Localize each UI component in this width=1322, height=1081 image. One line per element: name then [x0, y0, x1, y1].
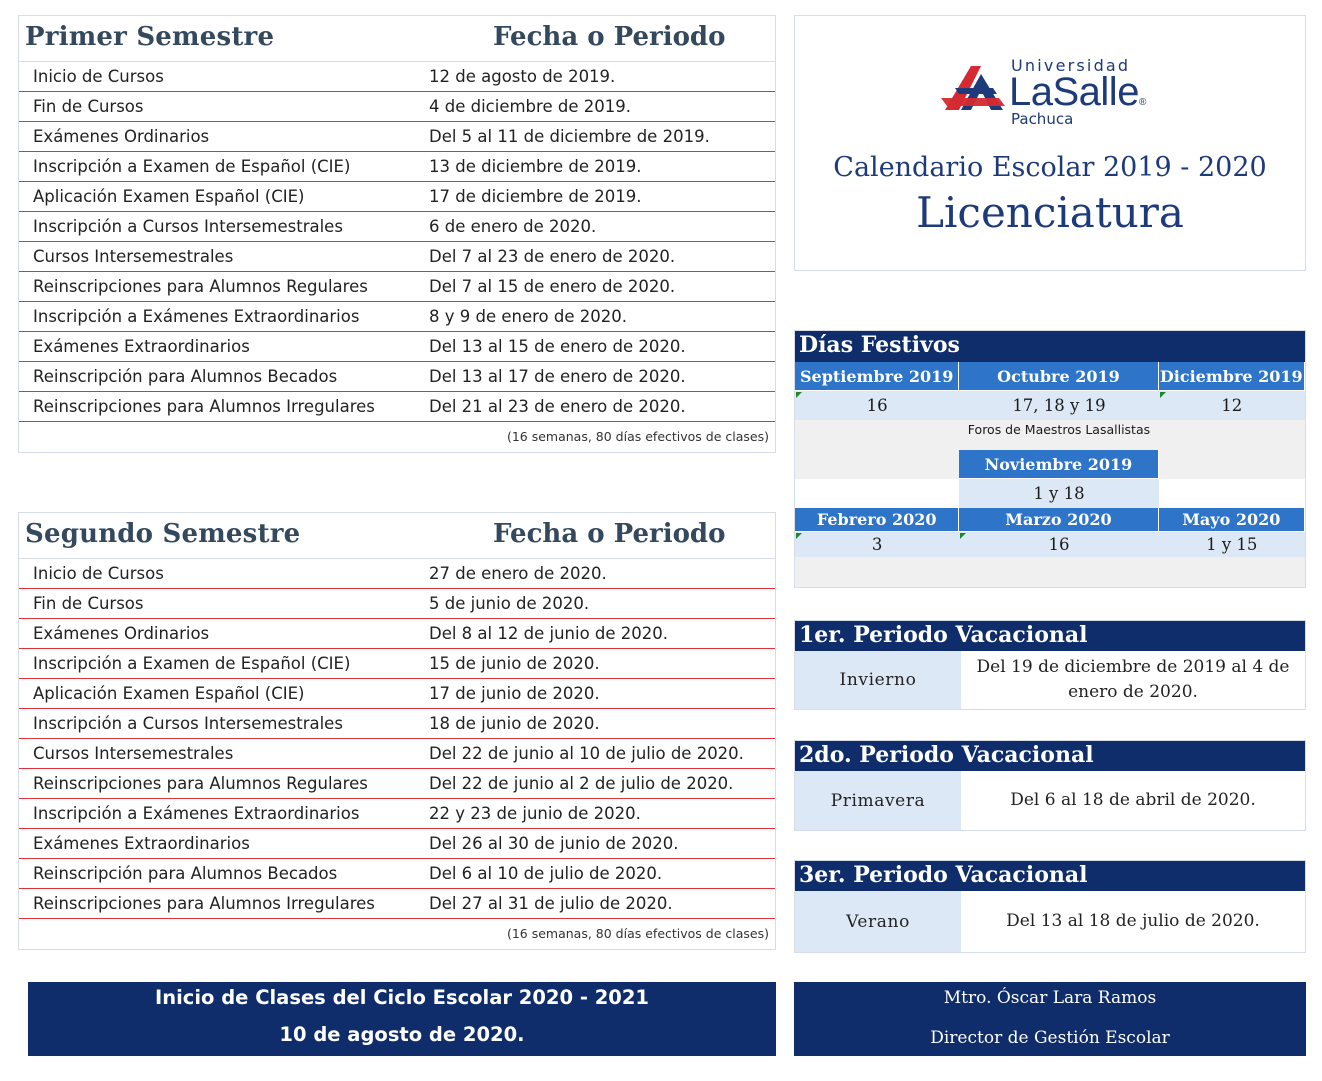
- vacation-period-3: [794, 860, 1306, 953]
- signature-role: Director de Gestión Escolar: [930, 1028, 1170, 1048]
- table-row: [19, 799, 775, 829]
- vacation-period-2-title: 2do. Periodo Vacacional: [795, 741, 1305, 771]
- next-cycle-banner: [28, 982, 776, 1056]
- table-row: [19, 559, 775, 589]
- holidays-note-row: [795, 420, 1305, 440]
- holiday-days-november: 1 y 18: [959, 479, 1158, 508]
- event-date: Del 13 al 15 de enero de 2020.: [429, 337, 686, 356]
- event-label: Inscripción a Examen de Español (CIE): [33, 654, 351, 673]
- logo-campus-text: Pachuca: [1011, 110, 1074, 128]
- holidays-days-row-1: [795, 391, 1305, 420]
- holidays-month-row-3: [795, 508, 1305, 532]
- event-date: 5 de junio de 2020.: [429, 594, 590, 613]
- holiday-empty-cell: [795, 420, 959, 440]
- event-date: Del 6 al 10 de julio de 2020.: [429, 864, 663, 883]
- event-date: 22 y 23 de junio de 2020.: [429, 804, 641, 823]
- logo-name-text: [1009, 70, 1146, 115]
- vacation-period-2-dates: Del 6 al 18 de abril de 2020.: [1010, 790, 1256, 810]
- holidays-bottom-row: [795, 557, 1305, 587]
- event-label: Inscripción a Exámenes Extraordinarios: [33, 804, 360, 823]
- vacation-period-1-season: Invierno: [795, 651, 961, 709]
- event-label: Inscripción a Exámenes Extraordinarios: [33, 307, 360, 326]
- holiday-days-december: [1159, 391, 1305, 420]
- holidays-month-row-1: [795, 362, 1305, 391]
- lasalle-star-icon: [941, 60, 1007, 118]
- event-label: Cursos Intersemestrales: [33, 247, 234, 266]
- vacation-period-2-row: [795, 771, 1305, 830]
- table-row: [19, 589, 775, 619]
- event-label: Reinscripción para Alumnos Becados: [33, 864, 338, 883]
- event-date: 17 de diciembre de 2019.: [429, 187, 642, 206]
- holidays-table: [794, 330, 1306, 588]
- holidays-title: Días Festivos: [795, 331, 1305, 362]
- signature-name: Mtro. Óscar Lara Ramos: [943, 988, 1157, 1008]
- second-semester-table: [18, 512, 776, 950]
- event-date: 13 de diciembre de 2019.: [429, 157, 642, 176]
- event-date: 12 de agosto de 2019.: [429, 67, 616, 86]
- event-label: Reinscripciones para Alumnos Regulares: [33, 774, 368, 793]
- table-row: [19, 709, 775, 739]
- table-row: [19, 302, 775, 332]
- event-date: 15 de junio de 2020.: [429, 654, 600, 673]
- event-date: Del 5 al 11 de diciembre de 2019.: [429, 127, 710, 146]
- table-row: [19, 362, 775, 392]
- next-cycle-line-1: Inicio de Clases del Ciclo Escolar 2020 - 2021: [154, 986, 650, 1009]
- event-date: Del 13 al 17 de enero de 2020.: [429, 367, 686, 386]
- table-row: [19, 152, 775, 182]
- calendar-title: Calendario Escolar 2019 - 2020: [833, 152, 1267, 183]
- vacation-period-1-title: 1er. Periodo Vacacional: [795, 621, 1305, 651]
- comment-marker-icon: [1160, 392, 1166, 398]
- table-row: [19, 649, 775, 679]
- event-label: Reinscripciones para Alumnos Irregulares: [33, 397, 375, 416]
- event-label: Inscripción a Examen de Español (CIE): [33, 157, 351, 176]
- holiday-days-september: [795, 391, 959, 420]
- event-label: Exámenes Extraordinarios: [33, 337, 250, 356]
- holiday-days-march: [959, 532, 1158, 557]
- table-row: [19, 332, 775, 362]
- signature-banner: [794, 982, 1306, 1056]
- event-date: 17 de junio de 2020.: [429, 684, 600, 703]
- event-label: Exámenes Extraordinarios: [33, 834, 250, 853]
- comment-marker-icon: [796, 533, 802, 539]
- table-row: [19, 392, 775, 422]
- holiday-month-september: Septiembre 2019: [795, 362, 959, 391]
- event-date: Del 8 al 12 de junio de 2020.: [429, 624, 669, 643]
- holiday-days-december-text: 12: [1221, 396, 1243, 415]
- vacation-period-2-season: Primavera: [795, 771, 961, 830]
- vacation-period-2: [794, 740, 1306, 831]
- holiday-days-may: 1 y 15: [1159, 532, 1305, 557]
- second-semester-footnote: [19, 919, 775, 949]
- table-row: [19, 272, 775, 302]
- table-row: [19, 242, 775, 272]
- event-date: 27 de enero de 2020.: [429, 564, 607, 583]
- table-row: [19, 619, 775, 649]
- holidays-days-row-3: [795, 532, 1305, 557]
- event-date: 8 y 9 de enero de 2020.: [429, 307, 627, 326]
- holiday-note-october: Foros de Maestros Lasallistas: [959, 420, 1158, 440]
- vacation-period-1-row: [795, 651, 1305, 709]
- first-semester-footnote-text: (16 semanas, 80 días efectivos de clases): [506, 429, 769, 444]
- lasalle-logo: [941, 56, 1171, 128]
- holiday-empty-cell: [795, 479, 959, 508]
- table-row: [19, 212, 775, 242]
- event-date: Del 7 al 15 de enero de 2020.: [429, 277, 676, 296]
- vacation-period-3-dates: Del 13 al 18 de julio de 2020.: [1006, 911, 1260, 931]
- table-row: [19, 679, 775, 709]
- event-date: 4 de diciembre de 2019.: [429, 97, 631, 116]
- event-label: Aplicación Examen Español (CIE): [33, 187, 305, 206]
- holiday-empty-cell: [959, 557, 1158, 587]
- holiday-days-february-text: 3: [871, 535, 883, 554]
- event-label: Exámenes Ordinarios: [33, 624, 210, 643]
- event-date: Del 22 de junio al 2 de julio de 2020.: [429, 774, 734, 793]
- holidays-month-row-2: [795, 450, 1305, 479]
- event-label: Aplicación Examen Español (CIE): [33, 684, 305, 703]
- event-label: Exámenes Ordinarios: [33, 127, 210, 146]
- vacation-period-3-row: [795, 891, 1305, 952]
- holidays-days-row-2: [795, 479, 1305, 508]
- event-label: Fin de Cursos: [33, 594, 144, 613]
- header-logo-box: [794, 15, 1306, 271]
- holidays-spacer-row: [795, 440, 1305, 450]
- holiday-month-march: Marzo 2020: [959, 508, 1158, 532]
- event-date: Del 7 al 23 de enero de 2020.: [429, 247, 676, 266]
- holiday-empty-cell: [795, 450, 959, 479]
- holiday-month-november: Noviembre 2019: [959, 450, 1158, 479]
- holiday-empty-cell: [795, 440, 959, 450]
- holiday-empty-cell: [795, 557, 959, 587]
- event-label: Fin de Cursos: [33, 97, 144, 116]
- event-label: Inicio de Cursos: [33, 67, 164, 86]
- logo-registered-mark: ®: [1138, 97, 1146, 108]
- second-semester-footnote-text: (16 semanas, 80 días efectivos de clases): [506, 926, 769, 941]
- first-semester-header: [19, 16, 775, 62]
- event-label: Inscripción a Cursos Intersemestrales: [33, 217, 343, 236]
- event-date: 18 de junio de 2020.: [429, 714, 600, 733]
- table-row: [19, 182, 775, 212]
- comment-marker-icon: [796, 392, 802, 398]
- event-date: Del 26 al 30 de junio de 2020.: [429, 834, 679, 853]
- holiday-month-october: Octubre 2019: [959, 362, 1158, 391]
- holiday-month-december: Diciembre 2019: [1159, 362, 1305, 391]
- second-semester-title: Segundo Semestre: [25, 519, 301, 549]
- holiday-empty-cell: [1159, 440, 1305, 450]
- event-label: Reinscripciones para Alumnos Irregulares: [33, 894, 375, 913]
- table-row: [19, 829, 775, 859]
- event-label: Inicio de Cursos: [33, 564, 164, 583]
- calendar-subtitle: Licenciatura: [916, 188, 1184, 237]
- logo-university-text: Universidad: [1011, 56, 1131, 75]
- holiday-empty-cell: [1159, 557, 1305, 587]
- holiday-month-may: Mayo 2020: [1159, 508, 1305, 532]
- first-semester-footnote: [19, 422, 775, 452]
- table-row: [19, 769, 775, 799]
- event-date: Del 22 de junio al 10 de julio de 2020.: [429, 744, 744, 763]
- holiday-days-september-text: 16: [866, 396, 888, 415]
- event-date: 6 de enero de 2020.: [429, 217, 597, 236]
- first-semester-table: [18, 15, 776, 453]
- holiday-days-february: [795, 532, 959, 557]
- vacation-period-1-dates: Del 19 de diciembre de 2019 al 4 de enero de 2020.: [976, 657, 1290, 702]
- logo-name: LaSalle: [1009, 70, 1139, 114]
- holiday-empty-cell: [959, 440, 1158, 450]
- comment-marker-icon: [960, 533, 966, 539]
- first-semester-title: Primer Semestre: [25, 22, 275, 52]
- holiday-days-october: 17, 18 y 19: [959, 391, 1158, 420]
- event-date: Del 27 al 31 de julio de 2020.: [429, 894, 673, 913]
- holiday-days-march-text: 16: [1048, 535, 1070, 554]
- table-row: [19, 62, 775, 92]
- event-label: Reinscripción para Alumnos Becados: [33, 367, 338, 386]
- table-row: [19, 92, 775, 122]
- vacation-period-1: [794, 620, 1306, 710]
- event-label: Inscripción a Cursos Intersemestrales: [33, 714, 343, 733]
- table-row: [19, 889, 775, 919]
- event-label: Cursos Intersemestrales: [33, 744, 234, 763]
- table-row: [19, 122, 775, 152]
- vacation-period-3-season: Verano: [795, 891, 961, 952]
- second-semester-header: [19, 513, 775, 559]
- table-row: [19, 859, 775, 889]
- first-semester-column-header: Fecha o Periodo: [493, 22, 726, 52]
- second-semester-column-header: Fecha o Periodo: [493, 519, 726, 549]
- holiday-empty-cell: [1159, 450, 1305, 479]
- next-cycle-line-2: 10 de agosto de 2020.: [279, 1023, 525, 1046]
- holiday-empty-cell: [1159, 479, 1305, 508]
- table-row: [19, 739, 775, 769]
- holiday-month-february: Febrero 2020: [795, 508, 959, 532]
- event-date: Del 21 al 23 de enero de 2020.: [429, 397, 686, 416]
- holiday-empty-cell: [1159, 420, 1305, 440]
- event-label: Reinscripciones para Alumnos Regulares: [33, 277, 368, 296]
- vacation-period-3-title: 3er. Periodo Vacacional: [795, 861, 1305, 891]
